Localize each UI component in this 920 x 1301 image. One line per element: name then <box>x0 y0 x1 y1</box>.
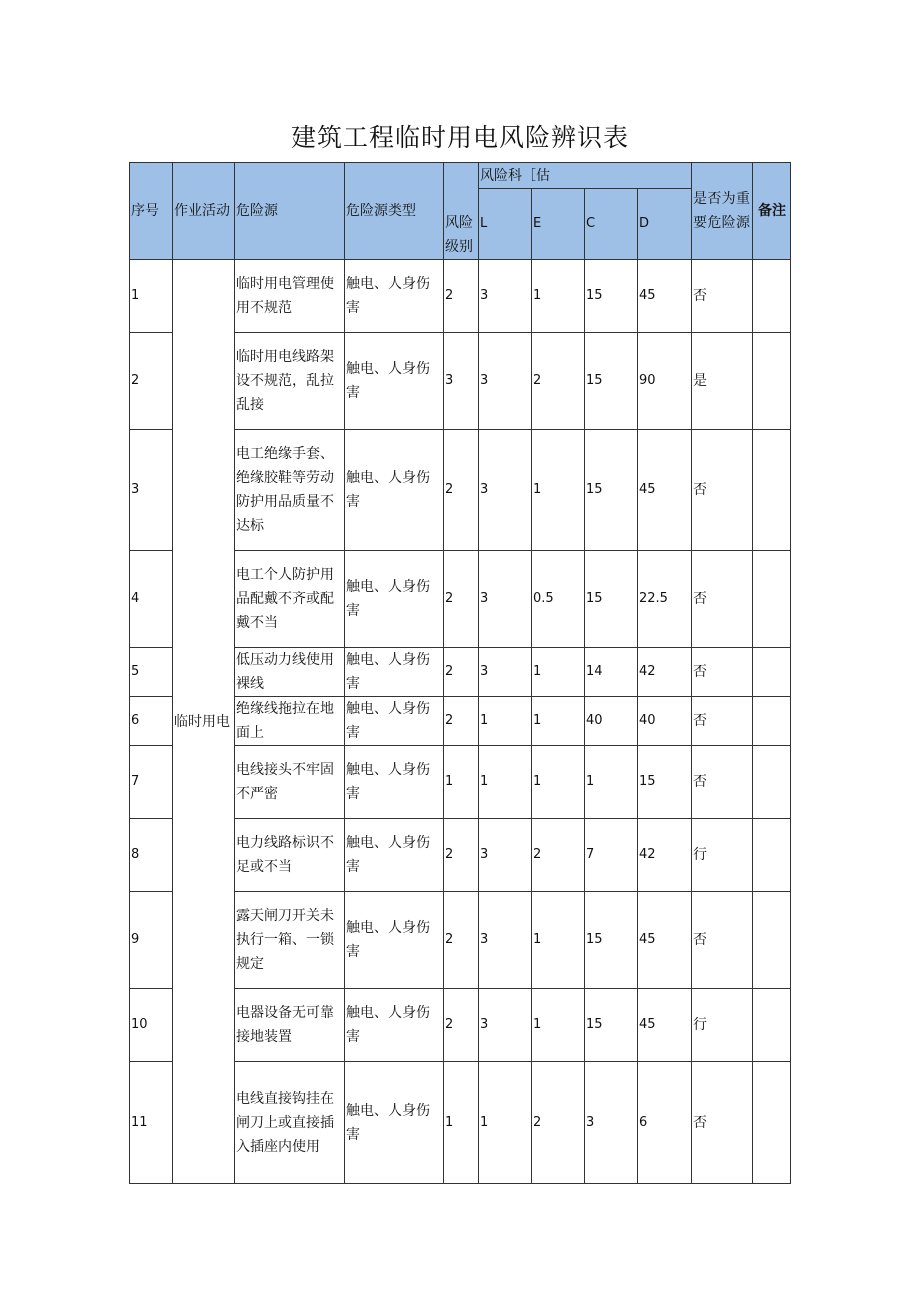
row-C: 14 <box>585 648 638 697</box>
row-major-hazard: 否 <box>692 648 753 697</box>
row-seq: 1 <box>130 260 173 333</box>
row-L: 3 <box>479 892 532 989</box>
row-hazard: 电工个人防护用品配戴不齐或配戴不当 <box>235 551 345 648</box>
row-D: 42 <box>638 648 692 697</box>
row-major-hazard: 行 <box>692 819 753 892</box>
row-remark <box>753 1062 791 1184</box>
header-risk-assessment: 风险科［估 <box>479 163 692 189</box>
row-risk-level: 3 <box>444 333 479 430</box>
row-seq: 8 <box>130 819 173 892</box>
row-E: 1 <box>532 746 585 819</box>
row-hazard-type: 触电、人身伤害 <box>345 648 444 697</box>
header-seq: 序号 <box>130 163 173 260</box>
row-L: 3 <box>479 648 532 697</box>
row-risk-level: 2 <box>444 819 479 892</box>
row-remark <box>753 989 791 1062</box>
row-hazard-type: 触电、人身伤害 <box>345 746 444 819</box>
row-D: 40 <box>638 697 692 746</box>
row-remark <box>753 551 791 648</box>
row-remark <box>753 819 791 892</box>
row-D: 22.5 <box>638 551 692 648</box>
row-E: 1 <box>532 989 585 1062</box>
row-D: 6 <box>638 1062 692 1184</box>
row-hazard: 绝缘线拖拉在地面上 <box>235 697 345 746</box>
row-risk-level: 2 <box>444 648 479 697</box>
row-D: 42 <box>638 819 692 892</box>
table-row <box>130 260 791 333</box>
row-C: 15 <box>585 260 638 333</box>
row-seq: 3 <box>130 430 173 551</box>
row-hazard: 临时用电管理使用不规范 <box>235 260 345 333</box>
row-hazard: 临时用电线路架设不规范，乱拉乱接 <box>235 333 345 430</box>
header-activity: 作业活动 <box>173 163 235 260</box>
row-hazard-type: 触电、人身伤害 <box>345 819 444 892</box>
row-hazard-type: 触电、人身伤害 <box>345 430 444 551</box>
header-major-hazard: 是否为重要危险源 <box>692 163 753 260</box>
row-seq: 7 <box>130 746 173 819</box>
row-D: 45 <box>638 430 692 551</box>
header-risk-level: 风险级别 <box>444 163 479 260</box>
row-E: 2 <box>532 819 585 892</box>
row-major-hazard: 否 <box>692 260 753 333</box>
row-remark <box>753 430 791 551</box>
page-title: 建筑工程临时用电风险辨识表 <box>290 123 629 152</box>
row-E: 1 <box>532 648 585 697</box>
row-seq: 6 <box>130 697 173 746</box>
row-risk-level: 2 <box>444 430 479 551</box>
risk-table <box>129 162 791 1184</box>
row-C: 15 <box>585 892 638 989</box>
row-hazard: 低压动力线使用裸线 <box>235 648 345 697</box>
row-risk-level: 2 <box>444 989 479 1062</box>
row-C: 15 <box>585 989 638 1062</box>
header-hazard: 危险源 <box>235 163 345 260</box>
row-remark <box>753 333 791 430</box>
row-major-hazard: 否 <box>692 430 753 551</box>
header-remark: 备注 <box>753 163 791 260</box>
row-D: 90 <box>638 333 692 430</box>
row-hazard-type: 触电、人身伤害 <box>345 989 444 1062</box>
row-D: 45 <box>638 260 692 333</box>
row-risk-level: 1 <box>444 1062 479 1184</box>
row-seq: 11 <box>130 1062 173 1184</box>
row-seq: 4 <box>130 551 173 648</box>
header-C: C <box>585 189 638 260</box>
row-remark <box>753 892 791 989</box>
row-C: 1 <box>585 746 638 819</box>
row-remark <box>753 648 791 697</box>
row-C: 15 <box>585 551 638 648</box>
row-L: 3 <box>479 819 532 892</box>
row-seq: 2 <box>130 333 173 430</box>
header-hazard-type: 危险源类型 <box>345 163 444 260</box>
row-remark <box>753 746 791 819</box>
row-major-hazard: 否 <box>692 551 753 648</box>
row-L: 1 <box>479 1062 532 1184</box>
row-hazard-type: 触电、人身伤害 <box>345 551 444 648</box>
row-risk-level: 2 <box>444 551 479 648</box>
row-seq: 5 <box>130 648 173 697</box>
row-major-hazard: 否 <box>692 892 753 989</box>
row-L: 3 <box>479 551 532 648</box>
row-D: 15 <box>638 746 692 819</box>
row-seq: 10 <box>130 989 173 1062</box>
row-risk-level: 2 <box>444 697 479 746</box>
row-major-hazard: 否 <box>692 746 753 819</box>
row-C: 7 <box>585 819 638 892</box>
header-E: E <box>532 189 585 260</box>
row-L: 1 <box>479 697 532 746</box>
row-D: 45 <box>638 892 692 989</box>
row-major-hazard: 否 <box>692 697 753 746</box>
row-E: 0.5 <box>532 551 585 648</box>
row-E: 1 <box>532 697 585 746</box>
row-L: 3 <box>479 989 532 1062</box>
row-remark <box>753 260 791 333</box>
header-D: D <box>638 189 692 260</box>
row-remark <box>753 697 791 746</box>
row-E: 1 <box>532 430 585 551</box>
row-risk-level: 2 <box>444 260 479 333</box>
row-major-hazard: 是 <box>692 333 753 430</box>
row-C: 15 <box>585 333 638 430</box>
row-C: 3 <box>585 1062 638 1184</box>
row-hazard-type: 触电、人身伤害 <box>345 1062 444 1184</box>
row-E: 1 <box>532 892 585 989</box>
row-hazard-type: 触电、人身伤害 <box>345 260 444 333</box>
row-hazard-type: 触电、人身伤害 <box>345 697 444 746</box>
row-risk-level: 2 <box>444 892 479 989</box>
header-L: L <box>479 189 532 260</box>
row-hazard-type: 触电、人身伤害 <box>345 892 444 989</box>
row-major-hazard: 否 <box>692 1062 753 1184</box>
row-C: 15 <box>585 430 638 551</box>
row-hazard: 露天闸刀开关未执行一箱、一锁规定 <box>235 892 345 989</box>
row-D: 45 <box>638 989 692 1062</box>
row-seq: 9 <box>130 892 173 989</box>
row-C: 40 <box>585 697 638 746</box>
row-hazard-type: 触电、人身伤害 <box>345 333 444 430</box>
row-L: 3 <box>479 430 532 551</box>
row-E: 2 <box>532 1062 585 1184</box>
row-risk-level: 1 <box>444 746 479 819</box>
row-L: 3 <box>479 260 532 333</box>
row-hazard: 电线直接钩挂在闸刀上或直接插入插座内使用 <box>235 1062 345 1184</box>
row-E: 2 <box>532 333 585 430</box>
row-hazard: 电线接头不牢固不严密 <box>235 746 345 819</box>
row-L: 3 <box>479 333 532 430</box>
activity-cell: 临时用电 <box>173 260 235 1184</box>
row-hazard: 电器设备无可靠接地装置 <box>235 989 345 1062</box>
row-E: 1 <box>532 260 585 333</box>
row-L: 1 <box>479 746 532 819</box>
row-major-hazard: 行 <box>692 989 753 1062</box>
row-hazard: 电力线路标识不足或不当 <box>235 819 345 892</box>
row-hazard: 电工绝缘手套、绝缘胶鞋等劳动防护用品质量不达标 <box>235 430 345 551</box>
